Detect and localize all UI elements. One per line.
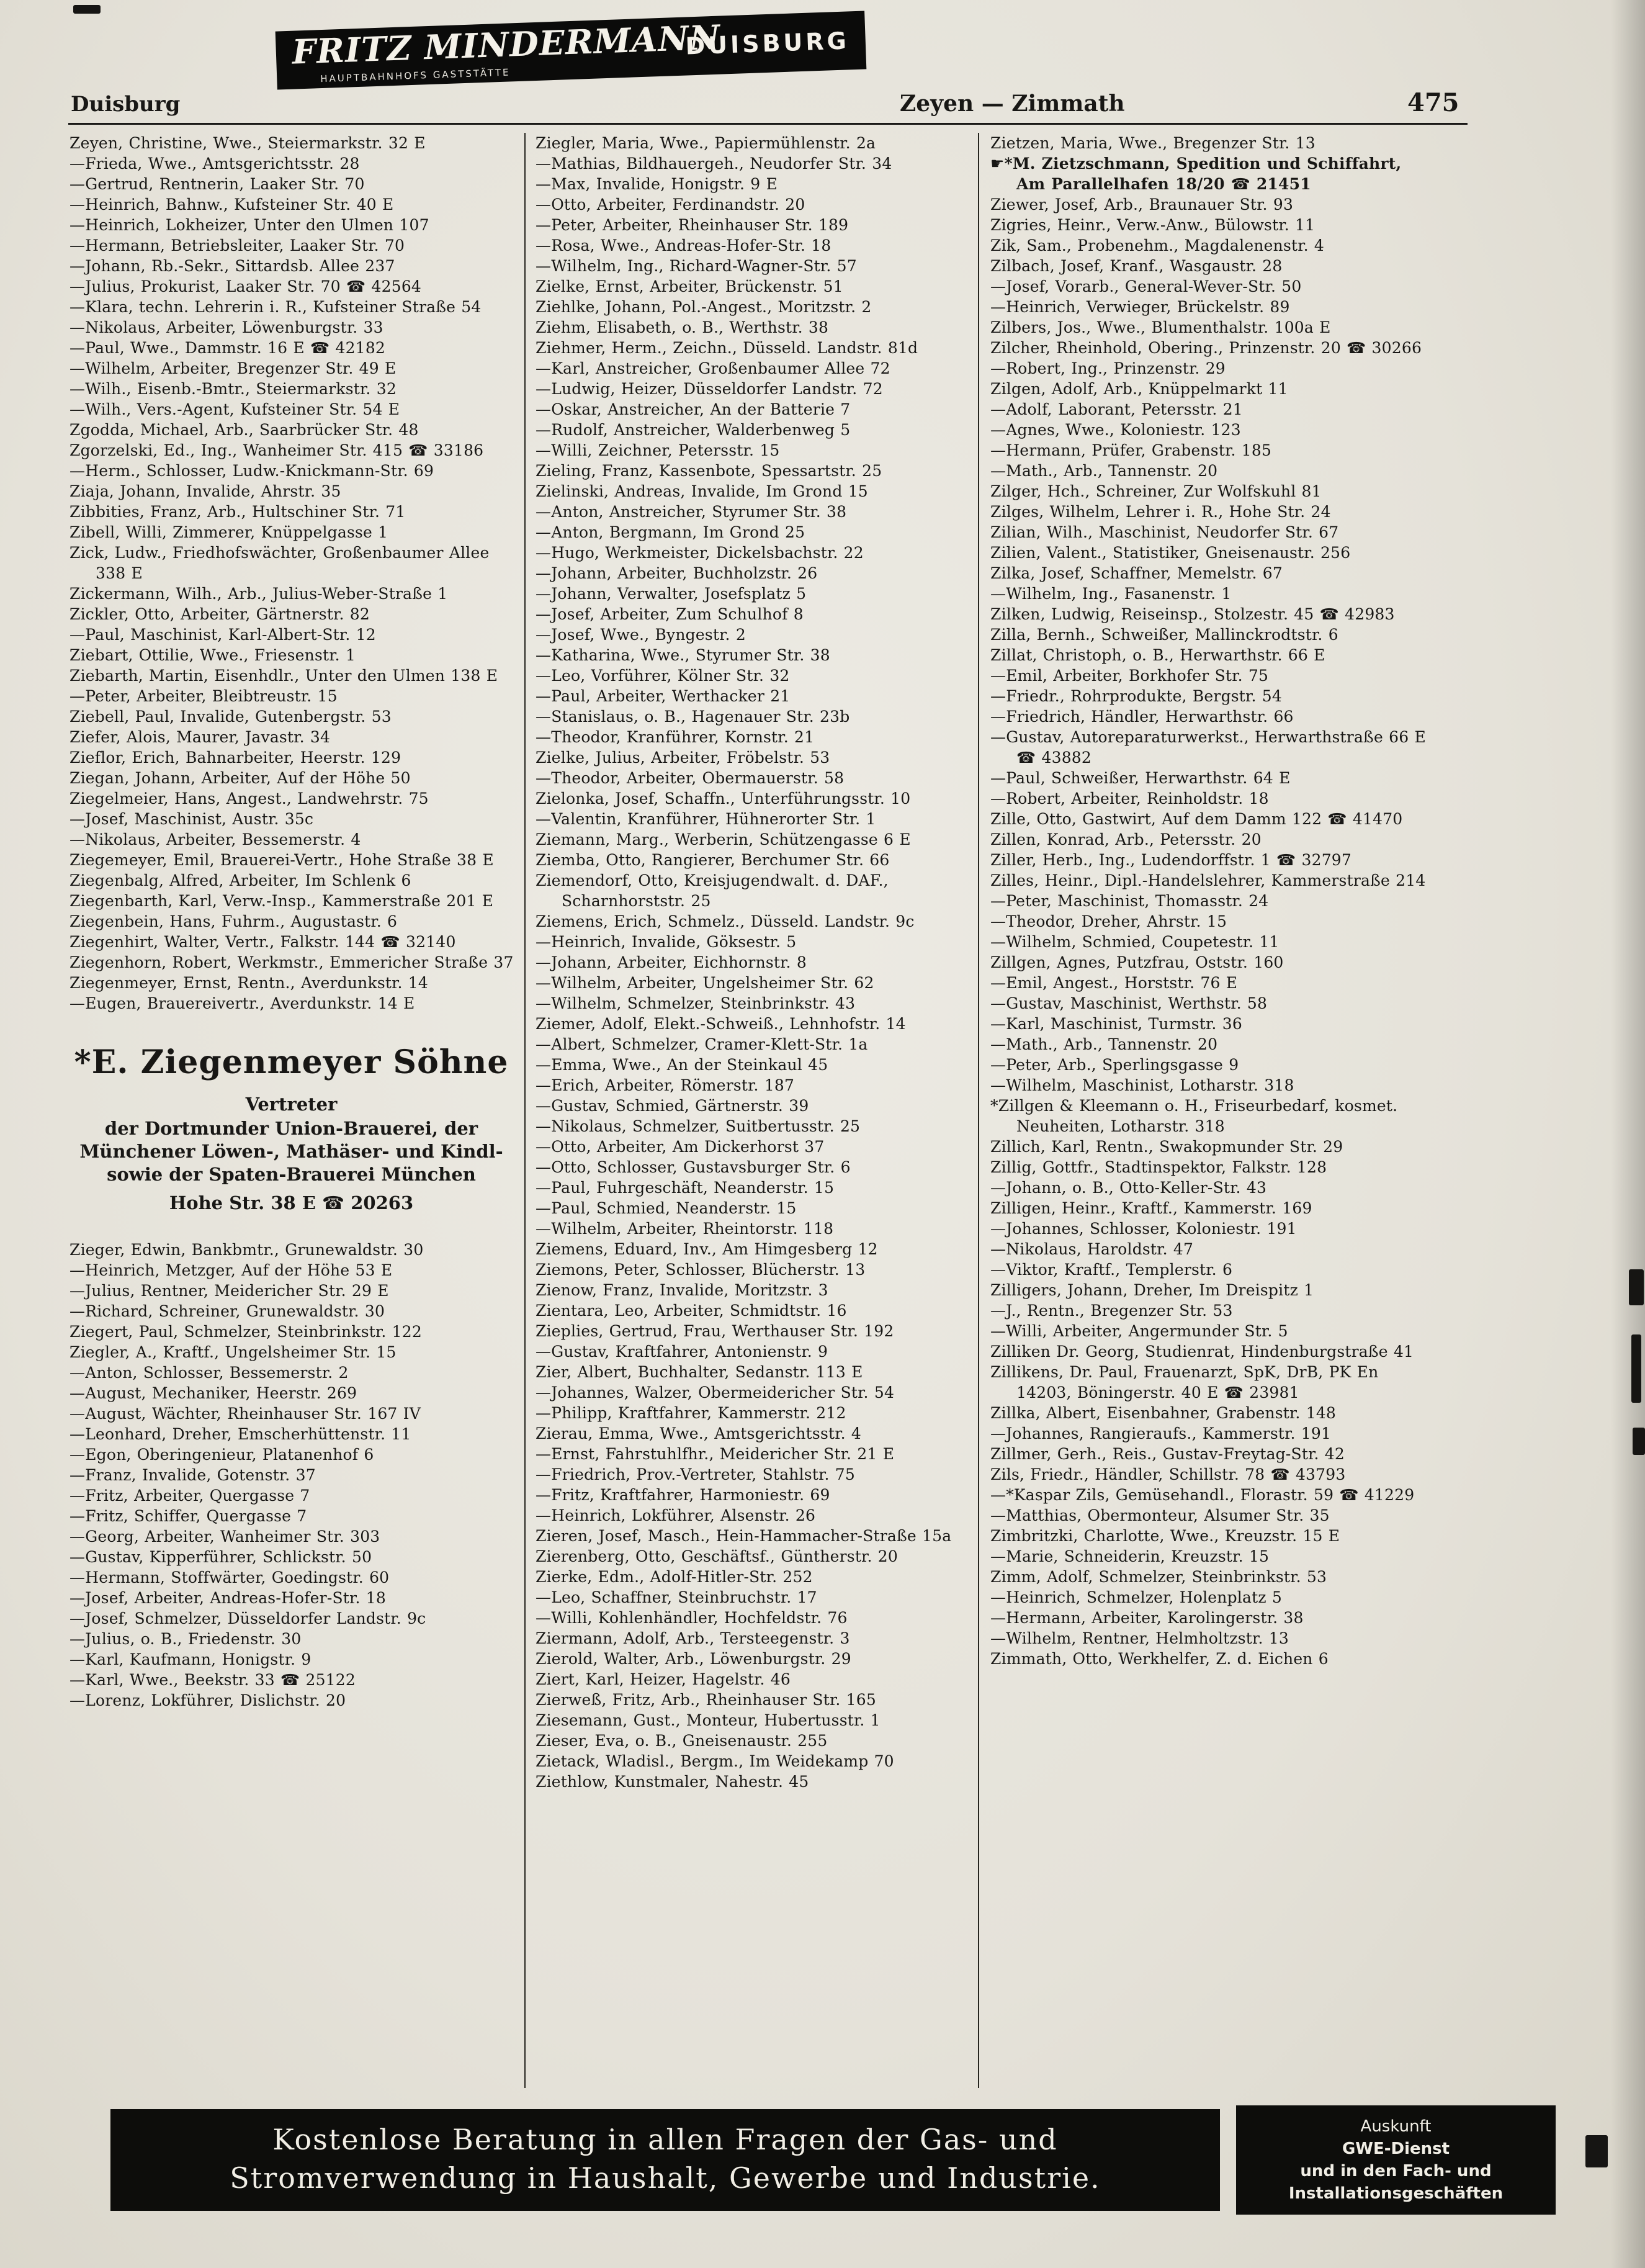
directory-entry: —Willi, Arbeiter, Angermunder Str. 5 bbox=[990, 1322, 1288, 1340]
directory-entry: Zielke, Julius, Arbeiter, Fröbelstr. 53 bbox=[536, 749, 830, 767]
directory-entry: ☛*M. Zietzschmann, Spedition und Schiffahrt, Am Parallelhafen 18/20 ☎ 21451 bbox=[990, 155, 1402, 193]
directory-column-2 bbox=[524, 133, 979, 2088]
directory-entry: —Stanislaus, o. B., Hagenauer Str. 23b bbox=[536, 708, 850, 726]
directory-entry: —Karl, Wwe., Beekstr. 33 ☎ 25122 bbox=[69, 1671, 356, 1689]
directory-entry: —Valentin, Kranführer, Hühnerorter Str. 1 bbox=[536, 810, 876, 828]
directory-entry: —J., Rentn., Bregenzer Str. 53 bbox=[990, 1302, 1233, 1320]
directory-entry: Ziemens, Erich, Schmelz., Düsseld. Landstr. 9c bbox=[536, 912, 915, 930]
footer-ad-banner bbox=[110, 2109, 1220, 2211]
directory-entry: —Wilhelm, Schmied, Coupetestr. 11 bbox=[990, 933, 1280, 951]
directory-entry: —Otto, Arbeiter, Ferdinandstr. 20 bbox=[536, 196, 805, 214]
directory-entry: —Otto, Schlosser, Gustavsburger Str. 6 bbox=[536, 1158, 851, 1176]
directory-entry: *Zillgen & Kleemann o. H., Friseurbedarf, kosmet. Neuheiten, Lotharstr. 318 bbox=[990, 1097, 1398, 1135]
directory-entry: Ziehm, Elisabeth, o. B., Werthstr. 38 bbox=[536, 318, 829, 336]
directory-entry: —Leo, Schaffner, Steinbruchstr. 17 bbox=[536, 1588, 817, 1606]
directory-entry: Zimm, Adolf, Schmelzer, Steinbrinkstr. 53 bbox=[990, 1568, 1327, 1586]
directory-entry: —Gertrud, Rentnerin, Laaker Str. 70 bbox=[69, 175, 365, 193]
directory-entry: Ziert, Karl, Heizer, Hagelstr. 46 bbox=[536, 1670, 791, 1688]
directory-entry: —Theodor, Kranführer, Kornstr. 21 bbox=[536, 728, 815, 746]
ad-body-line-1: der Dortmunder Union-Brauerei, der bbox=[104, 1118, 478, 1139]
directory-entry: —Josef, Schmelzer, Düsseldorfer Landstr. 9c bbox=[69, 1609, 426, 1627]
directory-entry: —Peter, Arb., Sperlingsgasse 9 bbox=[990, 1056, 1239, 1074]
directory-entry: —Max, Invalide, Honigstr. 9 E bbox=[536, 175, 778, 193]
directory-column-1 bbox=[69, 133, 524, 2088]
directory-entry: Zielonka, Josef, Schaffn., Unterführungsstr. 10 bbox=[536, 790, 911, 808]
directory-entry: Zieplies, Gertrud, Frau, Werthauser Str. 192 bbox=[536, 1322, 894, 1340]
running-head-left: Duisburg bbox=[71, 92, 181, 117]
directory-entry: —Paul, Wwe., Dammstr. 16 E ☎ 42182 bbox=[69, 339, 386, 357]
directory-column-3 bbox=[979, 133, 1434, 2088]
directory-entry: —Fritz, Schiffer, Quergasse 7 bbox=[69, 1507, 307, 1525]
directory-entry: —Willi, Zeichner, Petersstr. 15 bbox=[536, 441, 780, 459]
directory-entry: —Karl, Anstreicher, Großenbaumer Allee 72 bbox=[536, 359, 890, 377]
ziegenmeyer-ad bbox=[69, 1043, 513, 1213]
directory-entry: Zgorzelski, Ed., Ing., Wanheimer Str. 415 ☎ 33186 bbox=[69, 441, 484, 459]
directory-entry: Ziewer, Josef, Arb., Braunauer Str. 93 bbox=[990, 196, 1294, 214]
directory-entry: —Anton, Bergmann, Im Grond 25 bbox=[536, 523, 805, 541]
directory-entry: Zillgen, Agnes, Putzfrau, Oststr. 160 bbox=[990, 953, 1284, 971]
directory-entry: Ziegelmeier, Hans, Angest., Landwehrstr. 75 bbox=[69, 790, 429, 808]
directory-entry: Ziesemann, Gust., Monteur, Hubertusstr. 1 bbox=[536, 1711, 881, 1729]
directory-entry: Ziebarth, Martin, Eisenhdlr., Unter den Ulmen 138 E bbox=[69, 667, 498, 685]
directory-entry: —Josef, Arbeiter, Zum Schulhof 8 bbox=[536, 605, 804, 623]
directory-entry: Zibell, Willi, Zimmerer, Knüppelgasse 1 bbox=[69, 523, 388, 541]
directory-entry: Zibbities, Franz, Arb., Hultschiner Str. 71 bbox=[69, 503, 406, 521]
directory-entry: Zeyen, Christine, Wwe., Steiermarkstr. 32 E bbox=[69, 134, 426, 152]
directory-entry: Zilka, Josef, Schaffner, Memelstr. 67 bbox=[990, 564, 1283, 582]
directory-entry: —Adolf, Laborant, Petersstr. 21 bbox=[990, 400, 1243, 418]
directory-entry: —Gustav, Schmied, Gärtnerstr. 39 bbox=[536, 1097, 809, 1115]
logo-subtitle-text: HAUPTBAHNHOFS GASTSTÄTTE bbox=[320, 66, 511, 85]
directory-entry: Zickermann, Wilh., Arb., Julius-Weber-Straße 1 bbox=[69, 585, 448, 603]
directory-entry: Zillmer, Gerh., Reis., Gustav-Freytag-Str. 42 bbox=[990, 1445, 1345, 1463]
directory-entry: —Nikolaus, Schmelzer, Suitbertusstr. 25 bbox=[536, 1117, 861, 1135]
directory-entry: Zielinski, Andreas, Invalide, Im Grond 15 bbox=[536, 482, 868, 500]
directory-entry: —Heinrich, Verwieger, Brückelstr. 89 bbox=[990, 298, 1290, 316]
directory-entry: Zilliken Dr. Georg, Studienrat, Hindenburgstraße 41 bbox=[990, 1343, 1414, 1361]
directory-entry: Zillikens, Dr. Paul, Frauenarzt, SpK, DrB, PK En 14203, Böningerstr. 40 E ☎ 23981 bbox=[990, 1363, 1379, 1402]
directory-entry: —Viktor, Kraftf., Templerstr. 6 bbox=[990, 1261, 1233, 1279]
directory-entry: Zilger, Hch., Schreiner, Zur Wolfskuhl 81 bbox=[990, 482, 1322, 500]
directory-entry: —Math., Arb., Tannenstr. 20 bbox=[990, 1035, 1218, 1053]
directory-entry: Zierweß, Fritz, Arb., Rheinhauser Str. 165 bbox=[536, 1691, 876, 1709]
directory-entry: —Franz, Invalide, Gotenstr. 37 bbox=[69, 1466, 316, 1484]
directory-entry: —Nikolaus, Haroldstr. 47 bbox=[990, 1240, 1194, 1258]
directory-entry: —Nikolaus, Arbeiter, Bessemerstr. 4 bbox=[69, 830, 361, 848]
directory-entry: Zilla, Bernh., Schweißer, Mallinckrodtstr. 6 bbox=[990, 626, 1338, 644]
directory-entry: —Heinrich, Lokführer, Alsenstr. 26 bbox=[536, 1506, 816, 1524]
directory-entry: Ziegenbalg, Alfred, Arbeiter, Im Schlenk 6 bbox=[69, 871, 411, 889]
directory-entry: —Fritz, Kraftfahrer, Harmoniestr. 69 bbox=[536, 1486, 830, 1504]
directory-entry: Zimbritzki, Charlotte, Wwe., Kreuzstr. 15 E bbox=[990, 1527, 1340, 1545]
directory-entry: Ziemens, Eduard, Inv., Am Himgesberg 12 bbox=[536, 1240, 878, 1258]
directory-entry: Zilien, Valent., Statistiker, Gneisenaustr. 256 bbox=[990, 544, 1351, 562]
directory-entry: —Johannes, Walzer, Obermeidericher Str. 54 bbox=[536, 1384, 895, 1402]
directory-entry: —Wilhelm, Maschinist, Lotharstr. 318 bbox=[990, 1076, 1294, 1094]
directory-entry: —Wilhelm, Arbeiter, Bregenzer Str. 49 E bbox=[69, 359, 397, 377]
directory-entry: Ziller, Herb., Ing., Ludendorffstr. 1 ☎ 32797 bbox=[990, 851, 1352, 869]
directory-entry: —Eugen, Brauereivertr., Averdunkstr. 14 E bbox=[69, 994, 415, 1012]
directory-entry: —Richard, Schreiner, Grunewaldstr. 30 bbox=[69, 1302, 385, 1320]
directory-entry: —Johannes, Schlosser, Koloniestr. 191 bbox=[990, 1220, 1297, 1238]
directory-entry: Zierau, Emma, Wwe., Amtsgerichtsstr. 4 bbox=[536, 1424, 862, 1442]
scan-artifact bbox=[1633, 1428, 1645, 1455]
info-line-auskunft: Auskunft bbox=[1360, 2117, 1432, 2136]
directory-entry: —Lorenz, Lokführer, Dislichstr. 20 bbox=[69, 1691, 346, 1709]
directory-entry: Zilligen, Heinr., Kraftf., Kammerstr. 169 bbox=[990, 1199, 1312, 1217]
info-line-fach: und in den Fach- und bbox=[1300, 2162, 1492, 2180]
directory-entry: Ziethlow, Kunstmaler, Nahestr. 45 bbox=[536, 1773, 809, 1791]
banner-line-1: Kostenlose Beratung in allen Fragen der Gas- und bbox=[272, 2123, 1058, 2156]
logo-banner bbox=[276, 11, 867, 89]
directory-entry: Zick, Ludw., Friedhofswächter, Großenbaumer Allee 338 E bbox=[69, 544, 490, 582]
directory-entry: —Rudolf, Anstreicher, Walderbenweg 5 bbox=[536, 421, 851, 439]
directory-entry: Zilian, Wilh., Maschinist, Neudorfer Str. 67 bbox=[990, 523, 1339, 541]
directory-entry: —Ernst, Fahrstuhlfhr., Meidericher Str. 21 E bbox=[536, 1445, 895, 1463]
ad-body-line-2: Münchener Löwen-, Mathäser- und Kindl- bbox=[79, 1141, 503, 1162]
directory-entry: —Georg, Arbeiter, Wanheimer Str. 303 bbox=[69, 1528, 380, 1546]
page-edge-shadow bbox=[1611, 0, 1645, 2268]
directory-entry: Ziebart, Ottilie, Wwe., Friesenstr. 1 bbox=[69, 646, 356, 664]
directory-entry: —Heinrich, Bahnw., Kufsteiner Str. 40 E bbox=[69, 196, 394, 214]
directory-entry: —Emil, Angest., Horststr. 76 E bbox=[990, 974, 1238, 992]
directory-entry: Zilgen, Adolf, Arb., Knüppelmarkt 11 bbox=[990, 380, 1288, 398]
directory-entry: —Hermann, Betriebsleiter, Laaker Str. 70 bbox=[69, 236, 405, 254]
directory-entry: Zik, Sam., Probenehm., Magdalenenstr. 4 bbox=[990, 236, 1325, 254]
directory-entry: —Julius, Prokurist, Laaker Str. 70 ☎ 42564 bbox=[69, 277, 422, 295]
directory-entry: Ziegenbein, Hans, Fuhrm., Augustastr. 6 bbox=[69, 912, 398, 930]
directory-entry: Zieser, Eva, o. B., Gneisenaustr. 255 bbox=[536, 1732, 828, 1750]
directory-entry: Zils, Friedr., Händler, Schillstr. 78 ☎ 43793 bbox=[990, 1465, 1346, 1483]
directory-entry: —Paul, Arbeiter, Werthacker 21 bbox=[536, 687, 791, 705]
directory-entry: —Matthias, Obermonteur, Alsumer Str. 35 bbox=[990, 1506, 1330, 1524]
directory-entry: —Wilhelm, Ing., Richard-Wagner-Str. 57 bbox=[536, 257, 857, 275]
directory-entry: —Ludwig, Heizer, Düsseldorfer Landstr. 72 bbox=[536, 380, 883, 398]
directory-entry: Zieling, Franz, Kassenbote, Spessartstr. 25 bbox=[536, 462, 882, 480]
directory-entry: —Friedrich, Prov.-Vertreter, Stahlstr. 75 bbox=[536, 1465, 855, 1483]
directory-entry: Ziegenhirt, Walter, Vertr., Falkstr. 144 ☎ 32140 bbox=[69, 933, 456, 951]
directory-entry: Zilbers, Jos., Wwe., Blumenthalstr. 100a E bbox=[990, 318, 1331, 336]
directory-entry: Zierold, Walter, Arb., Löwenburgstr. 29 bbox=[536, 1650, 851, 1668]
directory-entry: —Wilhelm, Rentner, Helmholtzstr. 13 bbox=[990, 1629, 1289, 1647]
directory-entry: Zilges, Wilhelm, Lehrer i. R., Hohe Str. 24 bbox=[990, 503, 1331, 521]
scan-artifact bbox=[1629, 1269, 1644, 1305]
directory-entry: Zienow, Franz, Invalide, Moritzstr. 3 bbox=[536, 1281, 828, 1299]
logo-city-text: DUISBURG bbox=[684, 27, 850, 60]
directory-entry: Zieren, Josef, Masch., Hein-Hammacher-Straße 15a bbox=[536, 1527, 952, 1545]
logo-main-text: FRITZ MINDERMANN bbox=[291, 17, 722, 72]
directory-entry: Ziemann, Marg., Werberin, Schützengasse 6 E bbox=[536, 830, 911, 848]
directory-entry: Zillat, Christoph, o. B., Herwarthstr. 66 E bbox=[990, 646, 1325, 664]
banner-line-2: Stromverwendung in Haushalt, Gewerbe und Industrie. bbox=[230, 2161, 1101, 2195]
directory-entry: —Albert, Schmelzer, Cramer-Klett-Str. 1a bbox=[536, 1035, 868, 1053]
directory-entry: —Willi, Kohlenhändler, Hochfeldstr. 76 bbox=[536, 1609, 848, 1627]
directory-entry: Zickler, Otto, Arbeiter, Gärtnerstr. 82 bbox=[69, 605, 370, 623]
directory-entry: —Peter, Maschinist, Thomasstr. 24 bbox=[990, 892, 1269, 910]
info-line-installation: Installationsgeschäften bbox=[1288, 2184, 1504, 2203]
page-number: 475 bbox=[1407, 88, 1459, 117]
ad-address: Hohe Str. 38 E ☎ 20263 bbox=[169, 1192, 414, 1213]
directory-entry: —Friedr., Rohrprodukte, Bergstr. 54 bbox=[990, 687, 1282, 705]
header-rule bbox=[68, 123, 1468, 125]
directory-entry: Zillen, Konrad, Arb., Petersstr. 20 bbox=[990, 830, 1262, 848]
directory-entry: —Paul, Maschinist, Karl-Albert-Str. 12 bbox=[69, 626, 376, 644]
directory-entry: Ziaja, Johann, Invalide, Ahrstr. 35 bbox=[69, 482, 341, 500]
directory-entry: —Oskar, Anstreicher, An der Batterie 7 bbox=[536, 400, 851, 418]
directory-entry: Zietzen, Maria, Wwe., Bregenzer Str. 13 bbox=[990, 134, 1316, 152]
directory-entry: —Hugo, Werkmeister, Dickelsbachstr. 22 bbox=[536, 544, 864, 562]
directory-entry: Zietack, Wladisl., Bergm., Im Weidekamp 70 bbox=[536, 1752, 894, 1770]
ad-title: *E. Ziegenmeyer Söhne bbox=[74, 1043, 509, 1081]
directory-entry: —Nikolaus, Arbeiter, Löwenburgstr. 33 bbox=[69, 318, 383, 336]
directory-entry: Ziegenhorn, Robert, Werkmstr., Emmericher Straße 37 bbox=[69, 953, 514, 971]
column-1-entries-bottom bbox=[69, 1240, 517, 1711]
directory-entry: Ziegenmeyer, Ernst, Rentn., Averdunkstr. 14 bbox=[69, 974, 429, 992]
footer-info-box bbox=[1236, 2105, 1556, 2215]
directory-entry: Ziefer, Alois, Maurer, Javastr. 34 bbox=[69, 728, 331, 746]
directory-entry: —Johann, Verwalter, Josefsplatz 5 bbox=[536, 585, 807, 603]
directory-entry: Ziegan, Johann, Arbeiter, Auf der Höhe 50 bbox=[69, 769, 411, 787]
directory-entry: Ziegler, A., Kraftf., Ungelsheimer Str. 15 bbox=[69, 1343, 397, 1361]
directory-entry: —Johann, Rb.-Sekr., Sittardsb. Allee 237 bbox=[69, 257, 395, 275]
directory-entry: —Hermann, Arbeiter, Karolingerstr. 38 bbox=[990, 1609, 1304, 1627]
directory-entry: —Katharina, Wwe., Styrumer Str. 38 bbox=[536, 646, 830, 664]
directory-entry: Zilcher, Rheinhold, Obering., Prinzenstr. 20 ☎ 30266 bbox=[990, 339, 1422, 357]
directory-entry: —Josef, Wwe., Byngestr. 2 bbox=[536, 626, 746, 644]
directory-entry: —Johannes, Rangieraufs., Kammerstr. 191 bbox=[990, 1424, 1332, 1442]
directory-entry: Zierenberg, Otto, Geschäftsf., Güntherstr. 20 bbox=[536, 1547, 898, 1565]
directory-entry: —Erich, Arbeiter, Römerstr. 187 bbox=[536, 1076, 795, 1094]
directory-entry: —Wilhelm, Arbeiter, Rheintorstr. 118 bbox=[536, 1220, 834, 1238]
scan-artifact bbox=[73, 5, 101, 14]
directory-entry: Ziegemeyer, Emil, Brauerei-Vertr., Hohe Straße 38 E bbox=[69, 851, 494, 869]
directory-entry: —August, Mechaniker, Heerstr. 269 bbox=[69, 1384, 357, 1402]
directory-entry: Ziemons, Peter, Schlosser, Blücherstr. 13 bbox=[536, 1261, 866, 1279]
directory-entry: —Wilh., Vers.-Agent, Kufsteiner Str. 54 E bbox=[69, 400, 400, 418]
directory-entry: —Anton, Schlosser, Bessemerstr. 2 bbox=[69, 1364, 349, 1382]
directory-entry: Zilbach, Josef, Kranf., Wasgaustr. 28 bbox=[990, 257, 1283, 275]
directory-entry: —Leo, Vorführer, Kölner Str. 32 bbox=[536, 667, 790, 685]
directory-entry: —Johann, Arbeiter, Eichhornstr. 8 bbox=[536, 953, 807, 971]
directory-entry: —Heinrich, Metzger, Auf der Höhe 53 E bbox=[69, 1261, 393, 1279]
directory-entry: —Anton, Anstreicher, Styrumer Str. 38 bbox=[536, 503, 847, 521]
directory-entry: Zgodda, Michael, Arb., Saarbrücker Str. 48 bbox=[69, 421, 419, 439]
directory-entry: —Otto, Arbeiter, Am Dickerhorst 37 bbox=[536, 1138, 825, 1156]
directory-entry: —Emma, Wwe., An der Steinkaul 45 bbox=[536, 1056, 828, 1074]
directory-entry: —Gustav, Kipperführer, Schlickstr. 50 bbox=[69, 1548, 372, 1566]
directory-entry: —Wilhelm, Arbeiter, Ungelsheimer Str. 62 bbox=[536, 974, 874, 992]
directory-entry: Zillich, Karl, Rentn., Swakopmunder Str. 29 bbox=[990, 1138, 1343, 1156]
directory-entry: —Josef, Arbeiter, Andreas-Hofer-Str. 18 bbox=[69, 1589, 386, 1607]
directory-entry: —Josef, Vorarb., General-Wever-Str. 50 bbox=[990, 277, 1302, 295]
directory-entry: —Hermann, Prüfer, Grabenstr. 185 bbox=[990, 441, 1272, 459]
directory-entry: —Hermann, Stoffwärter, Goedingstr. 60 bbox=[69, 1568, 390, 1586]
directory-entry: —Heinrich, Schmelzer, Holenplatz 5 bbox=[990, 1588, 1282, 1606]
directory-entry: Zillka, Albert, Eisenbahner, Grabenstr. 148 bbox=[990, 1404, 1337, 1422]
directory-entry: Ziemba, Otto, Rangierer, Berchumer Str. 66 bbox=[536, 851, 890, 869]
directory-entry: —Paul, Schmied, Neanderstr. 15 bbox=[536, 1199, 797, 1217]
ad-subtitle: Vertreter bbox=[245, 1094, 338, 1115]
directory-entry: —Agnes, Wwe., Koloniestr. 123 bbox=[990, 421, 1241, 439]
directory-entry: Zille, Otto, Gastwirt, Auf dem Damm 122 ☎ 41470 bbox=[990, 810, 1403, 828]
directory-entry: —Fritz, Arbeiter, Quergasse 7 bbox=[69, 1487, 310, 1505]
directory-entry: —Egon, Oberingenieur, Platanenhof 6 bbox=[69, 1446, 374, 1464]
directory-entry: —Josef, Maschinist, Austr. 35c bbox=[69, 810, 314, 828]
directory-entry: —Julius, Rentner, Meidericher Str. 29 E bbox=[69, 1282, 389, 1300]
directory-entry: —*Kaspar Zils, Gemüsehandl., Florastr. 59 ☎ 41229 bbox=[990, 1486, 1415, 1504]
directory-columns bbox=[69, 133, 1467, 2088]
directory-entry: —Heinrich, Invalide, Göksestr. 5 bbox=[536, 933, 797, 951]
directory-entry: —Johann, Arbeiter, Buchholzstr. 26 bbox=[536, 564, 818, 582]
directory-entry: Zimmath, Otto, Werkhelfer, Z. d. Eichen 6 bbox=[990, 1650, 1329, 1668]
directory-entry: Ziehmer, Herm., Zeichn., Düsseld. Landstr. 81d bbox=[536, 339, 918, 357]
directory-entry: Ziegert, Paul, Schmelzer, Steinbrinkstr. 122 bbox=[69, 1323, 422, 1341]
directory-entry: —Marie, Schneiderin, Kreuzstr. 15 bbox=[990, 1547, 1270, 1565]
directory-entry: Zigries, Heinr., Verw.-Anw., Bülowstr. 11 bbox=[990, 216, 1316, 234]
directory-entry: —Friedrich, Händler, Herwarthstr. 66 bbox=[990, 708, 1294, 726]
directory-entry: —Heinrich, Lokheizer, Unter den Ulmen 107 bbox=[69, 216, 429, 234]
directory-entry: —Wilh., Eisenb.-Bmtr., Steiermarkstr. 32 bbox=[69, 380, 397, 398]
directory-entry: Zieflor, Erich, Bahnarbeiter, Heerstr. 129 bbox=[69, 749, 401, 767]
directory-entry: Ziemendorf, Otto, Kreisjugendwalt. d. DAF., Scharnhorststr. 25 bbox=[536, 871, 889, 910]
directory-entry: —Wilhelm, Ing., Fasanenstr. 1 bbox=[990, 585, 1232, 603]
directory-entry: —Karl, Maschinist, Turmstr. 36 bbox=[990, 1015, 1242, 1033]
directory-entry: Ziegler, Maria, Wwe., Papiermühlenstr. 2a bbox=[536, 134, 876, 152]
column-1-entries-top bbox=[69, 133, 517, 1014]
directory-entry: —Gustav, Kraftfahrer, Antonienstr. 9 bbox=[536, 1343, 828, 1361]
directory-entry: —Herm., Schlosser, Ludw.-Knickmann-Str. 69 bbox=[69, 462, 434, 480]
directory-entry: —Gustav, Autoreparaturwerkst., Herwarthstraße 66 E ☎ 43882 bbox=[990, 728, 1426, 767]
directory-entry: —Robert, Ing., Prinzenstr. 29 bbox=[990, 359, 1226, 377]
scan-artifact bbox=[1631, 1334, 1641, 1403]
scan-artifact bbox=[1585, 2135, 1608, 2167]
directory-entry: Zillig, Gottfr., Stadtinspektor, Falkstr. 128 bbox=[990, 1158, 1327, 1176]
directory-entry: —Peter, Arbeiter, Rheinhauser Str. 189 bbox=[536, 216, 849, 234]
directory-entry: —August, Wächter, Rheinhauser Str. 167 IV bbox=[69, 1405, 421, 1423]
directory-entry: Zierke, Edm., Adolf-Hitler-Str. 252 bbox=[536, 1568, 813, 1586]
directory-entry: —Theodor, Dreher, Ahrstr. 15 bbox=[990, 912, 1227, 930]
directory-entry: Ziegenbarth, Karl, Verw.-Insp., Kammerstraße 201 E bbox=[69, 892, 494, 910]
directory-entry: —Mathias, Bildhauergeh., Neudorfer Str. 34 bbox=[536, 155, 892, 173]
directory-entry: Zilles, Heinr., Dipl.-Handelslehrer, Kammerstraße 214 bbox=[990, 871, 1426, 889]
directory-entry: Zilligers, Johann, Dreher, Im Dreispitz 1 bbox=[990, 1281, 1314, 1299]
directory-entry: —Klara, techn. Lehrerin i. R., Kufsteiner Straße 54 bbox=[69, 298, 482, 316]
directory-entry: —Johann, o. B., Otto-Keller-Str. 43 bbox=[990, 1179, 1267, 1197]
directory-entry: Zieger, Edwin, Bankbmtr., Grunewaldstr. 30 bbox=[69, 1241, 424, 1259]
directory-entry: —Theodor, Arbeiter, Obermauerstr. 58 bbox=[536, 769, 845, 787]
directory-entry: —Karl, Kaufmann, Honigstr. 9 bbox=[69, 1650, 312, 1668]
directory-entry: Zientara, Leo, Arbeiter, Schmidtstr. 16 bbox=[536, 1302, 847, 1320]
directory-entry: —Math., Arb., Tannenstr. 20 bbox=[990, 462, 1218, 480]
directory-entry: —Gustav, Maschinist, Werthstr. 58 bbox=[990, 994, 1268, 1012]
directory-entry: —Paul, Schweißer, Herwarthstr. 64 E bbox=[990, 769, 1291, 787]
directory-entry: —Robert, Arbeiter, Reinholdstr. 18 bbox=[990, 790, 1269, 808]
running-head-center: Zeyen — Zimmath bbox=[900, 91, 1125, 117]
directory-entry: Ziermann, Adolf, Arb., Tersteegenstr. 3 bbox=[536, 1629, 850, 1647]
ad-body-line-3: sowie der Spaten-Brauerei München bbox=[107, 1164, 476, 1185]
directory-entry: Ziebell, Paul, Invalide, Gutenbergstr. 53 bbox=[69, 708, 392, 726]
directory-entry: —Paul, Fuhrgeschäft, Neanderstr. 15 bbox=[536, 1179, 835, 1197]
directory-entry: Ziehlke, Johann, Pol.-Angest., Moritzstr. 2 bbox=[536, 298, 872, 316]
directory-entry: —Frieda, Wwe., Amtsgerichtsstr. 28 bbox=[69, 155, 360, 173]
directory-entry: —Leonhard, Dreher, Emscherhüttenstr. 11 bbox=[69, 1425, 411, 1443]
directory-entry: —Wilhelm, Schmelzer, Steinbrinkstr. 43 bbox=[536, 994, 856, 1012]
directory-entry: —Peter, Arbeiter, Bleibtreustr. 15 bbox=[69, 687, 338, 705]
directory-entry: —Philipp, Kraftfahrer, Kammerstr. 212 bbox=[536, 1404, 846, 1422]
directory-entry: —Rosa, Wwe., Andreas-Hofer-Str. 18 bbox=[536, 236, 831, 254]
directory-entry: Ziemer, Adolf, Elekt.-Schweiß., Lehnhofstr. 14 bbox=[536, 1015, 906, 1033]
info-line-gwe-dienst: GWE-Dienst bbox=[1342, 2140, 1450, 2158]
directory-entry: Zielke, Ernst, Arbeiter, Brückenstr. 51 bbox=[536, 277, 843, 295]
directory-entry: —Emil, Arbeiter, Borkhofer Str. 75 bbox=[990, 667, 1269, 685]
directory-entry: Zilken, Ludwig, Reiseinsp., Stolzestr. 45 ☎ 42983 bbox=[990, 605, 1395, 623]
directory-entry: —Julius, o. B., Friedenstr. 30 bbox=[69, 1630, 302, 1648]
directory-entry: Zier, Albert, Buchhalter, Sedanstr. 113 E bbox=[536, 1363, 863, 1381]
